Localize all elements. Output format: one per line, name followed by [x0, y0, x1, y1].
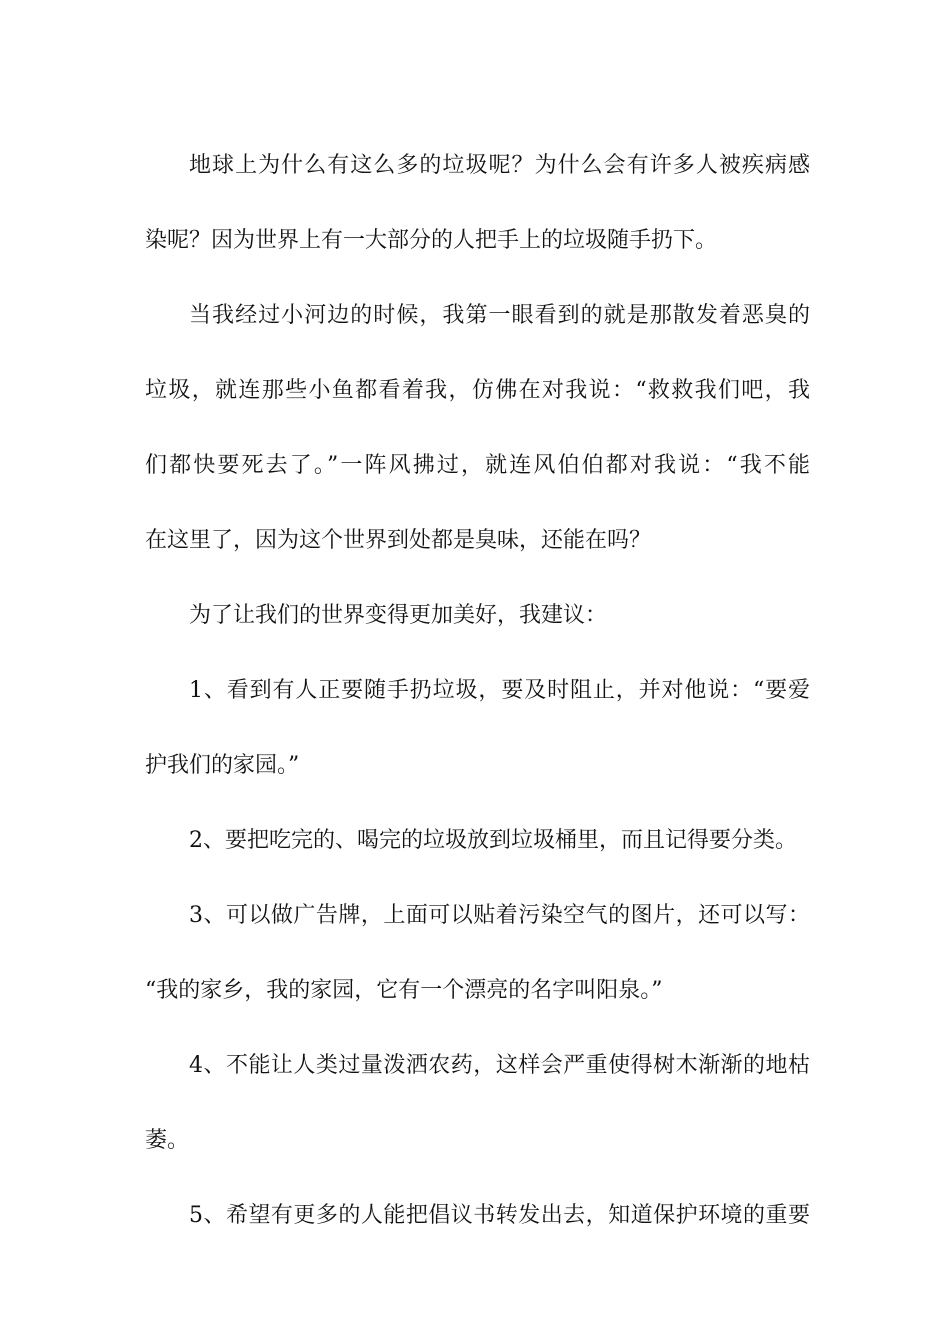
text-line: 1、看到有人正要随手扔垃圾，要及时阻止，并对他说：“要爱	[189, 678, 810, 703]
text-line: 地球上为什么有这么多的垃圾呢？为什么会有许多人被疾病感	[189, 153, 810, 178]
text-line: 3、可以做广告牌，上面可以贴着污染空气的图片，还可以写：	[189, 903, 810, 928]
text-line: 5、希望有更多的人能把倡议书转发出去，知道保护环境的重要	[189, 1203, 810, 1228]
text-line: 4、不能让人类过量泼洒农药，这样会严重使得树木渐渐的地枯	[189, 1053, 810, 1078]
text-line: 为了让我们的世界变得更加美好，我建议：	[189, 603, 608, 628]
text-line: 当我经过小河边的时候，我第一眼看到的就是那散发着恶臭的	[189, 303, 810, 328]
text-line: “我的家乡，我的家园，它有一个漂亮的名字叫阳泉。”	[145, 978, 663, 1003]
text-line: 2、要把吃完的、喝完的垃圾放到垃圾桶里，而且记得要分类。	[189, 828, 797, 853]
text-line: 垃圾，就连那些小鱼都看着我，仿佛在对我说：“救救我们吧，我	[145, 378, 810, 403]
text-line: 萎。	[145, 1128, 190, 1153]
text-line: 们都快要死去了。”一阵风拂过，就连风伯伯都对我说：“我不能	[145, 453, 810, 478]
text-line: 染呢？因为世界上有一大部分的人把手上的垃圾随手扔下。	[145, 228, 718, 253]
text-line: 在这里了，因为这个世界到处都是臭味，还能在吗？	[145, 528, 652, 553]
document-body	[145, 128, 810, 1253]
text-line: 护我们的家园。”	[145, 753, 300, 778]
